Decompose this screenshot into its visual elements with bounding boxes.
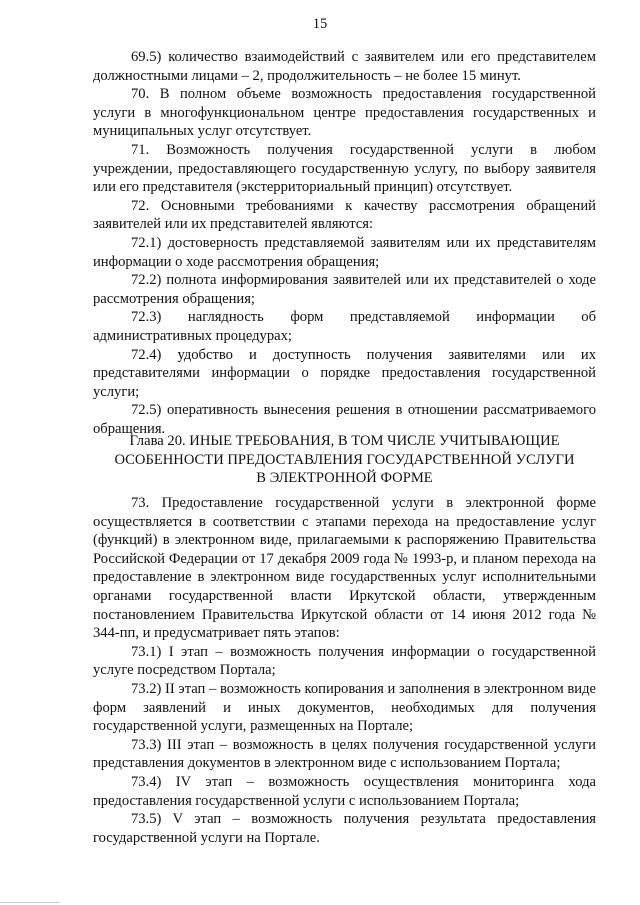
chapter-heading — [93, 432, 596, 488]
paragraph-70: 70. В полном объеме возможность предоставления государственной услуги в многофункциональном центре предоставления государственных и муниципальных услуг отсутствует. — [93, 86, 596, 140]
paragraph-72-3: 72.3) наглядность форм представляемой информации об административных процедурах; — [93, 309, 596, 344]
paragraphs-bottom — [93, 494, 596, 847]
chapter-heading-line-1: Глава 20. ИНЫЕ ТРЕБОВАНИЯ, В ТОМ ЧИСЛЕ УЧИТЫВАЮЩИЕ — [129, 433, 560, 449]
paragraphs-top — [93, 48, 596, 438]
paragraph-73-3: 73.3) III этап – возможность в целях получения государственной услуги представления документов в электронном виде с использованием Портала; — [93, 736, 596, 772]
paragraph-73-5: 73.5) V этап – возможность получения результата предоставления государственной услуги на Портале. — [93, 811, 596, 846]
paragraph-73-4: 73.4) IV этап – возможность осуществления мониторинга хода предоставления государственной услуги с использованием Портала; — [93, 773, 596, 809]
paragraph-72-4: 72.4) удобство и доступность получения заявителями или их представителями информации о порядке предоставления государственной услуги; — [93, 346, 596, 400]
page-number: 15 — [312, 16, 328, 32]
chapter-heading-line-3: В ЭЛЕКТРОННОЙ ФОРМЕ — [256, 470, 433, 487]
paragraph-72-2: 72.2) полнота информирования заявителей или их представителей о ходе рассмотрения обращения; — [93, 272, 596, 307]
paragraph-73-2: 73.2) II этап – возможность копирования и заполнения в электронном виде форм заявлений и иных документов, необходимых для получения государственной услуги, размещенных на Портале; — [93, 680, 596, 735]
paragraph-69-5: 69.5) количество взаимодействий с заявителем или его представителем должностными лицами – 2, продолжительность – не более 15 минут. — [93, 49, 596, 84]
chapter-heading-line-2: ОСОБЕННОСТИ ПРЕДОСТАВЛЕНИЯ ГОСУДАРСТВЕННОЙ УСЛУГИ — [114, 451, 575, 468]
paragraph-71: 71. Возможность получения государственной услуги в любом учреждении, предоставляющего государственную услугу, по выбору заявителя или его представителя (экстерриториальный принцип) отсутствует. — [93, 141, 596, 196]
paragraph-73: 73. Предоставление государственной услуги в электронной форме осуществляется в соответствии с этапами перехода на предоставление услуг (функций) в электронном виде, прилагаемыми к распоряжению Правительства Российской Федерации от 17 декабря 2009 года № 1993-р, и планом перехода на предоставление в электронном виде государственных услуг исполнительными органами государственной власти Иркутской области, утвержденным постановлением Правительства Иркутской области от 14 июня 2012 года № 344-пп, и предусматривает пять этапов: — [93, 495, 596, 642]
paragraph-72-5: 72.5) оперативность вынесения решения в отношении рассматриваемого обращения. — [93, 402, 596, 437]
paragraph-73-1: 73.1) I этап – возможность получения информации о государственной услуге посредством Портала; — [93, 643, 596, 679]
footer-rule — [0, 902, 60, 903]
paragraph-72-1: 72.1) достоверность представляемой заявителям или их представителям информации о ходе рассмотрения обращения; — [93, 234, 596, 270]
paragraph-72: 72. Основными требованиями к качеству рассмотрения обращений заявителей или их представителей являются: — [93, 197, 596, 233]
